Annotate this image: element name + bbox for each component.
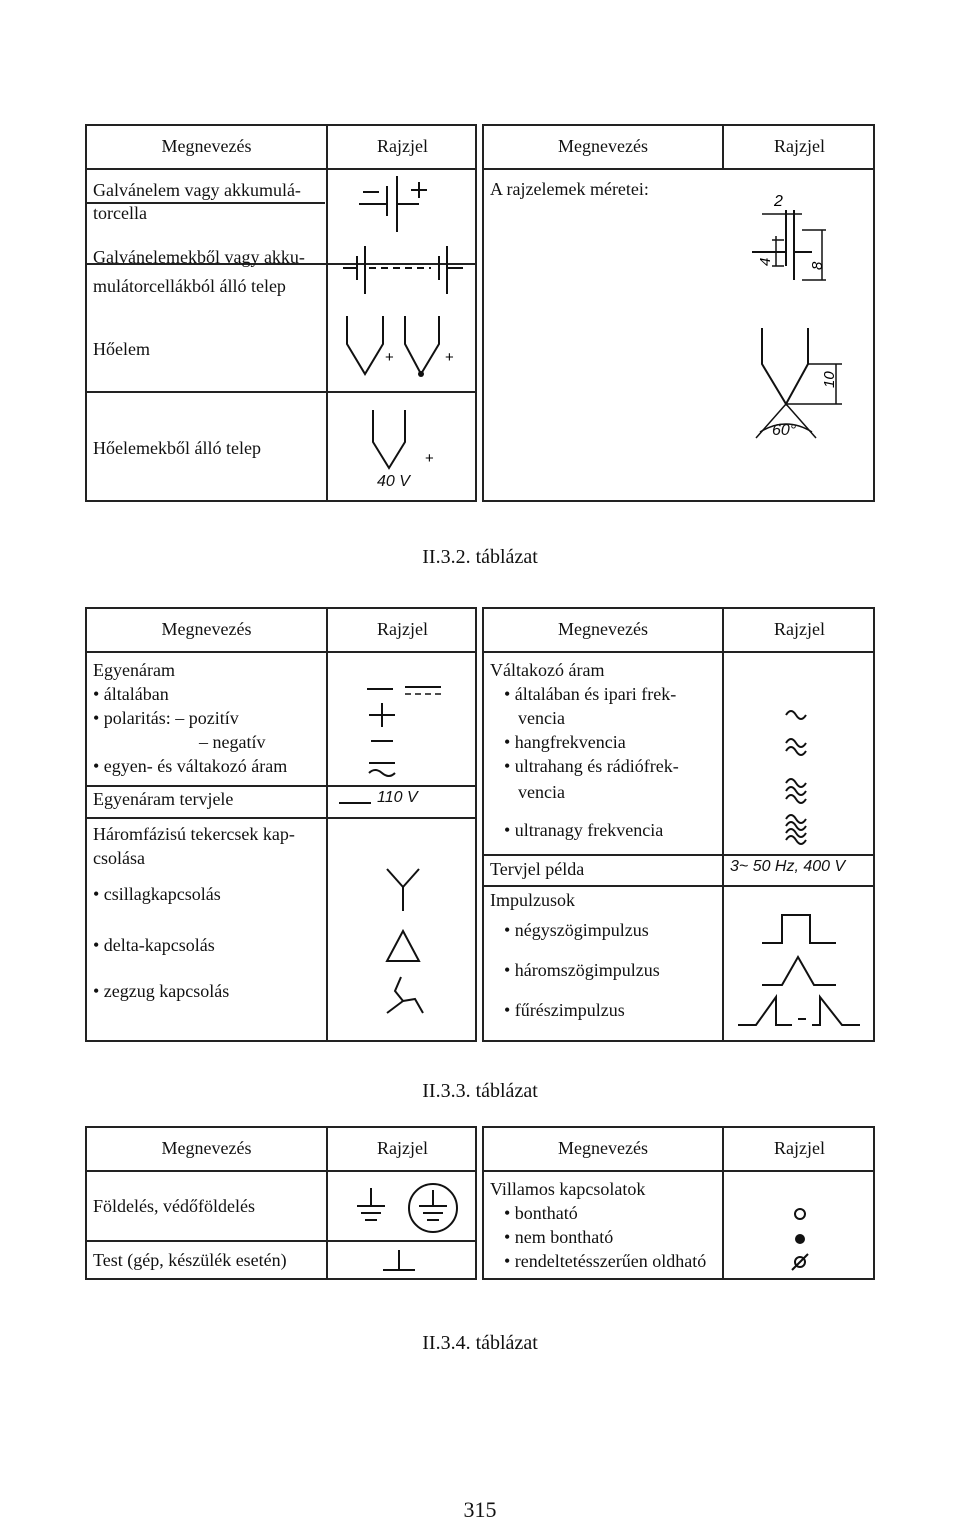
header-symbol: Rajzjel: [377, 136, 428, 156]
page-number: 315: [463, 1497, 497, 1522]
ac-radio-line2: vencia: [518, 782, 565, 802]
caption-II-3-3: II.3.3. táblázat: [422, 1080, 538, 1102]
dc-ac: • egyen- és váltakozó áram: [93, 756, 288, 776]
three-phase-line2: csolása: [93, 848, 145, 868]
sawtooth-pulse: • fűrészimpulzus: [504, 1000, 625, 1020]
header-symbol: Rajzjel: [774, 136, 825, 156]
dc-title: Egyenáram: [93, 660, 175, 680]
header-symbol: Rajzjel: [377, 1138, 428, 1158]
ground-icon: [349, 1180, 469, 1236]
header-symbol: Rajzjel: [774, 619, 825, 639]
ac-industrial-line2: vencia: [518, 708, 565, 728]
header-symbol: Rajzjel: [377, 619, 428, 639]
dc-general: • általában: [93, 684, 169, 704]
ac-industrial-line1: • általában és ipari frek-: [504, 684, 677, 704]
header-name: Megnevezés: [558, 619, 648, 639]
connection-symbols: [784, 1202, 824, 1278]
row-galvanic-cell-line1: Galvánelem vagy akkumulá-: [93, 180, 301, 200]
dc-positive: • polaritás: – pozitív: [93, 708, 239, 728]
svg-text:4: 4: [757, 257, 774, 266]
delta-symbol: [385, 929, 425, 965]
star-connection: • csillagkapcsolás: [93, 884, 221, 904]
battery-symbol: [343, 244, 473, 296]
caption-II-3-4: II.3.4. táblázat: [422, 1332, 538, 1354]
electrical-connections-title: Villamos kapcsolatok: [490, 1179, 646, 1199]
table-II-3-3-left: [85, 607, 477, 1042]
svg-text:8: 8: [809, 261, 826, 270]
chassis-label: Test (gép, készülék esetén): [93, 1250, 287, 1270]
header-name: Megnevezés: [161, 619, 252, 639]
header-name: Megnevezés: [161, 1138, 252, 1158]
star-symbol: [385, 867, 425, 913]
grounding-label: Földelés, védőföldelés: [93, 1196, 255, 1216]
square-pulse: • négyszögimpulzus: [504, 920, 649, 940]
dc-plan-symbol-value: 110 V: [377, 789, 418, 806]
plan-example-label: Tervjel példa: [490, 859, 585, 879]
dc-plan-symbol-label: Egyenáram tervjele: [93, 789, 234, 809]
thermopile-symbol: [371, 408, 451, 474]
three-phase-line1: Háromfázisú tekercsek kap-: [93, 824, 295, 844]
svg-text:+: +: [385, 349, 394, 366]
permanent-connection: • nem bontható: [504, 1227, 614, 1247]
dimension-cell-drawing: [742, 188, 852, 298]
header-name: Megnevezés: [558, 1138, 648, 1158]
ac-wave-symbols: [774, 701, 864, 851]
dc-negative: – negatív: [199, 732, 266, 752]
table-II-3-2-right: [482, 124, 875, 502]
row-galvanic-cell-line2: torcella: [93, 203, 147, 223]
pulses-title: Impulzusok: [490, 890, 575, 910]
row-battery-line1: Galvánelemekből vagy akku-: [93, 247, 305, 267]
row-battery-line2: mulátorcellákból álló telep: [93, 276, 286, 296]
header-name: Megnevezés: [558, 136, 648, 156]
ac-uhf: • ultranagy frekvencia: [504, 820, 664, 840]
table-II-3-4-left: [85, 1126, 477, 1280]
ac-radio-line1: • ultrahang és rádiófrek-: [504, 756, 679, 776]
intended-detachable-connection: • rendeltetésszerűen oldható: [504, 1251, 707, 1271]
dimensions-title: A rajzelemek méretei:: [490, 179, 649, 199]
dc-plan-line: [339, 801, 379, 805]
row-thermocouple: Hőelem: [93, 339, 150, 359]
plan-example-value: 3~ 50 Hz, 400 V: [730, 858, 846, 875]
ac-title: Váltakozó áram: [490, 660, 605, 680]
chassis-icon: [381, 1248, 421, 1276]
caption-II-3-2: II.3.2. táblázat: [422, 546, 538, 568]
zigzag-connection: • zegzug kapcsolás: [93, 981, 230, 1001]
svg-text:10: 10: [821, 371, 838, 388]
delta-connection: • delta-kapcsolás: [93, 935, 215, 955]
square-pulse-symbol: [760, 911, 840, 947]
detachable-connection: • bontható: [504, 1203, 578, 1223]
triangle-pulse: • háromszögimpulzus: [504, 960, 660, 980]
svg-text:+: +: [425, 450, 434, 467]
table-II-3-3-right: [482, 607, 875, 1042]
angle-label: 60°: [772, 422, 797, 439]
table-II-3-4-right: [482, 1126, 875, 1280]
row-thermopile: Hőelemekből álló telep: [93, 438, 261, 458]
triangle-pulse-symbol: [760, 953, 840, 989]
header-name: Megnevezés: [161, 136, 252, 156]
sawtooth-pulse-symbol: [736, 993, 866, 1029]
table-II-3-2-left: [85, 124, 477, 502]
thermocouple-dimension-drawing: [746, 326, 866, 446]
zigzag-symbol: [383, 975, 431, 1017]
dc-symbols: [349, 681, 459, 781]
header-symbol: Rajzjel: [774, 1138, 825, 1158]
ac-audio: • hangfrekvencia: [504, 732, 626, 752]
svg-text:+: +: [445, 349, 454, 366]
thermopile-voltage: 40 V: [377, 473, 410, 490]
thermocouple-symbol: [345, 314, 475, 384]
galvanic-cell-symbol: [359, 176, 459, 236]
svg-text:2: 2: [774, 193, 783, 210]
